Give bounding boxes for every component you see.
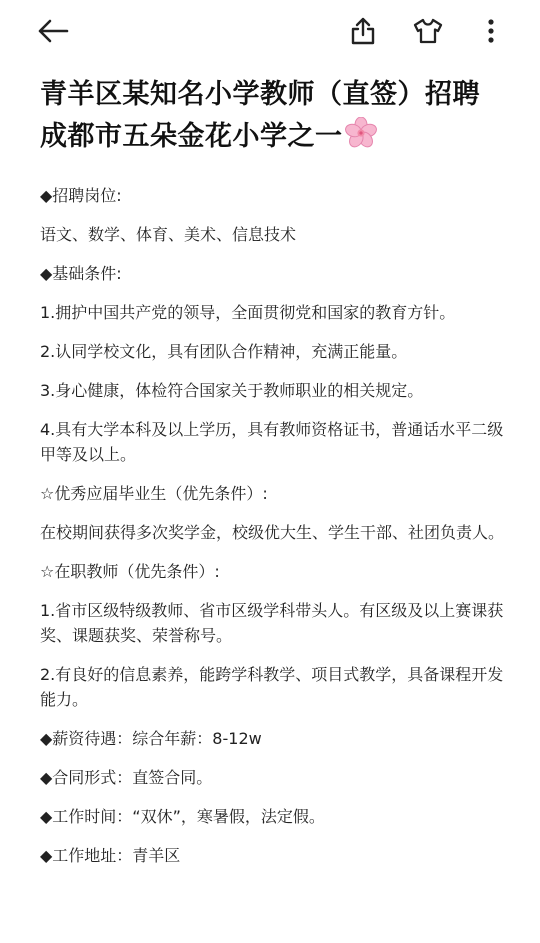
post-paragraph: ◆基础条件: <box>40 264 122 283</box>
post-paragraph: ◆薪资待遇：综合年薪：8-12w <box>40 729 262 748</box>
more-button[interactable] <box>470 10 512 52</box>
post-paragraph: 语文、数学、体育、美术、信息技术 <box>40 225 297 244</box>
post-paragraph: 2.有良好的信息素养，能跨学科教学、项目式教学，具备课程开发能力。 <box>40 665 504 709</box>
top-toolbar <box>0 0 540 62</box>
post-paragraph: ◆招聘岗位: <box>40 186 122 205</box>
post-paragraph: 1.省市区级特级教师、省市区级学科带头人。有区级及以上赛课获奖、课题获奖、荣誉称号。 <box>40 601 504 645</box>
post-paragraph: ◆工作时间：“双休”，寒暑假，法定假。 <box>40 807 325 826</box>
post-paragraph: 在校期间获得多次奖学金，校级优大生、学生干部、社团负责人。 <box>40 523 505 542</box>
back-button[interactable] <box>32 10 74 52</box>
outfit-button[interactable] <box>407 10 449 52</box>
post-paragraph: 4.具有大学本科及以上学历，具有教师资格证书，普通话水平二级甲等及以上。 <box>40 420 504 464</box>
post-title-line-2-text: 成都市五朵金花小学之一 <box>40 121 343 152</box>
post-paragraph: 2.认同学校文化，具有团队合作精神，充满正能量。 <box>40 342 408 361</box>
post-paragraph: ☆在职教师（优先条件）: <box>40 562 220 581</box>
share-button[interactable] <box>342 10 384 52</box>
post-paragraph: ◆工作地址：青羊区 <box>40 846 181 865</box>
post-body <box>40 183 510 882</box>
post-title-line-1: 青羊区某知名小学教师（直签）招聘 <box>40 79 480 110</box>
post-title <box>40 74 510 158</box>
share-icon <box>350 16 376 46</box>
cherry-blossom-icon <box>345 117 377 149</box>
arrow-left-icon <box>37 19 69 43</box>
post-paragraph: ◆合同形式：直签合同。 <box>40 768 213 787</box>
post-paragraph: 3.身心健康，体检符合国家关于教师职业的相关规定。 <box>40 381 424 400</box>
post-paragraph: 1.拥护中国共产党的领导，全面贯彻党和国家的教育方针。 <box>40 303 456 322</box>
more-vertical-icon <box>487 18 495 44</box>
post-title-line-2 <box>40 116 510 158</box>
tshirt-icon <box>412 17 444 45</box>
post-paragraph: ☆优秀应届毕业生（优先条件）: <box>40 484 268 503</box>
